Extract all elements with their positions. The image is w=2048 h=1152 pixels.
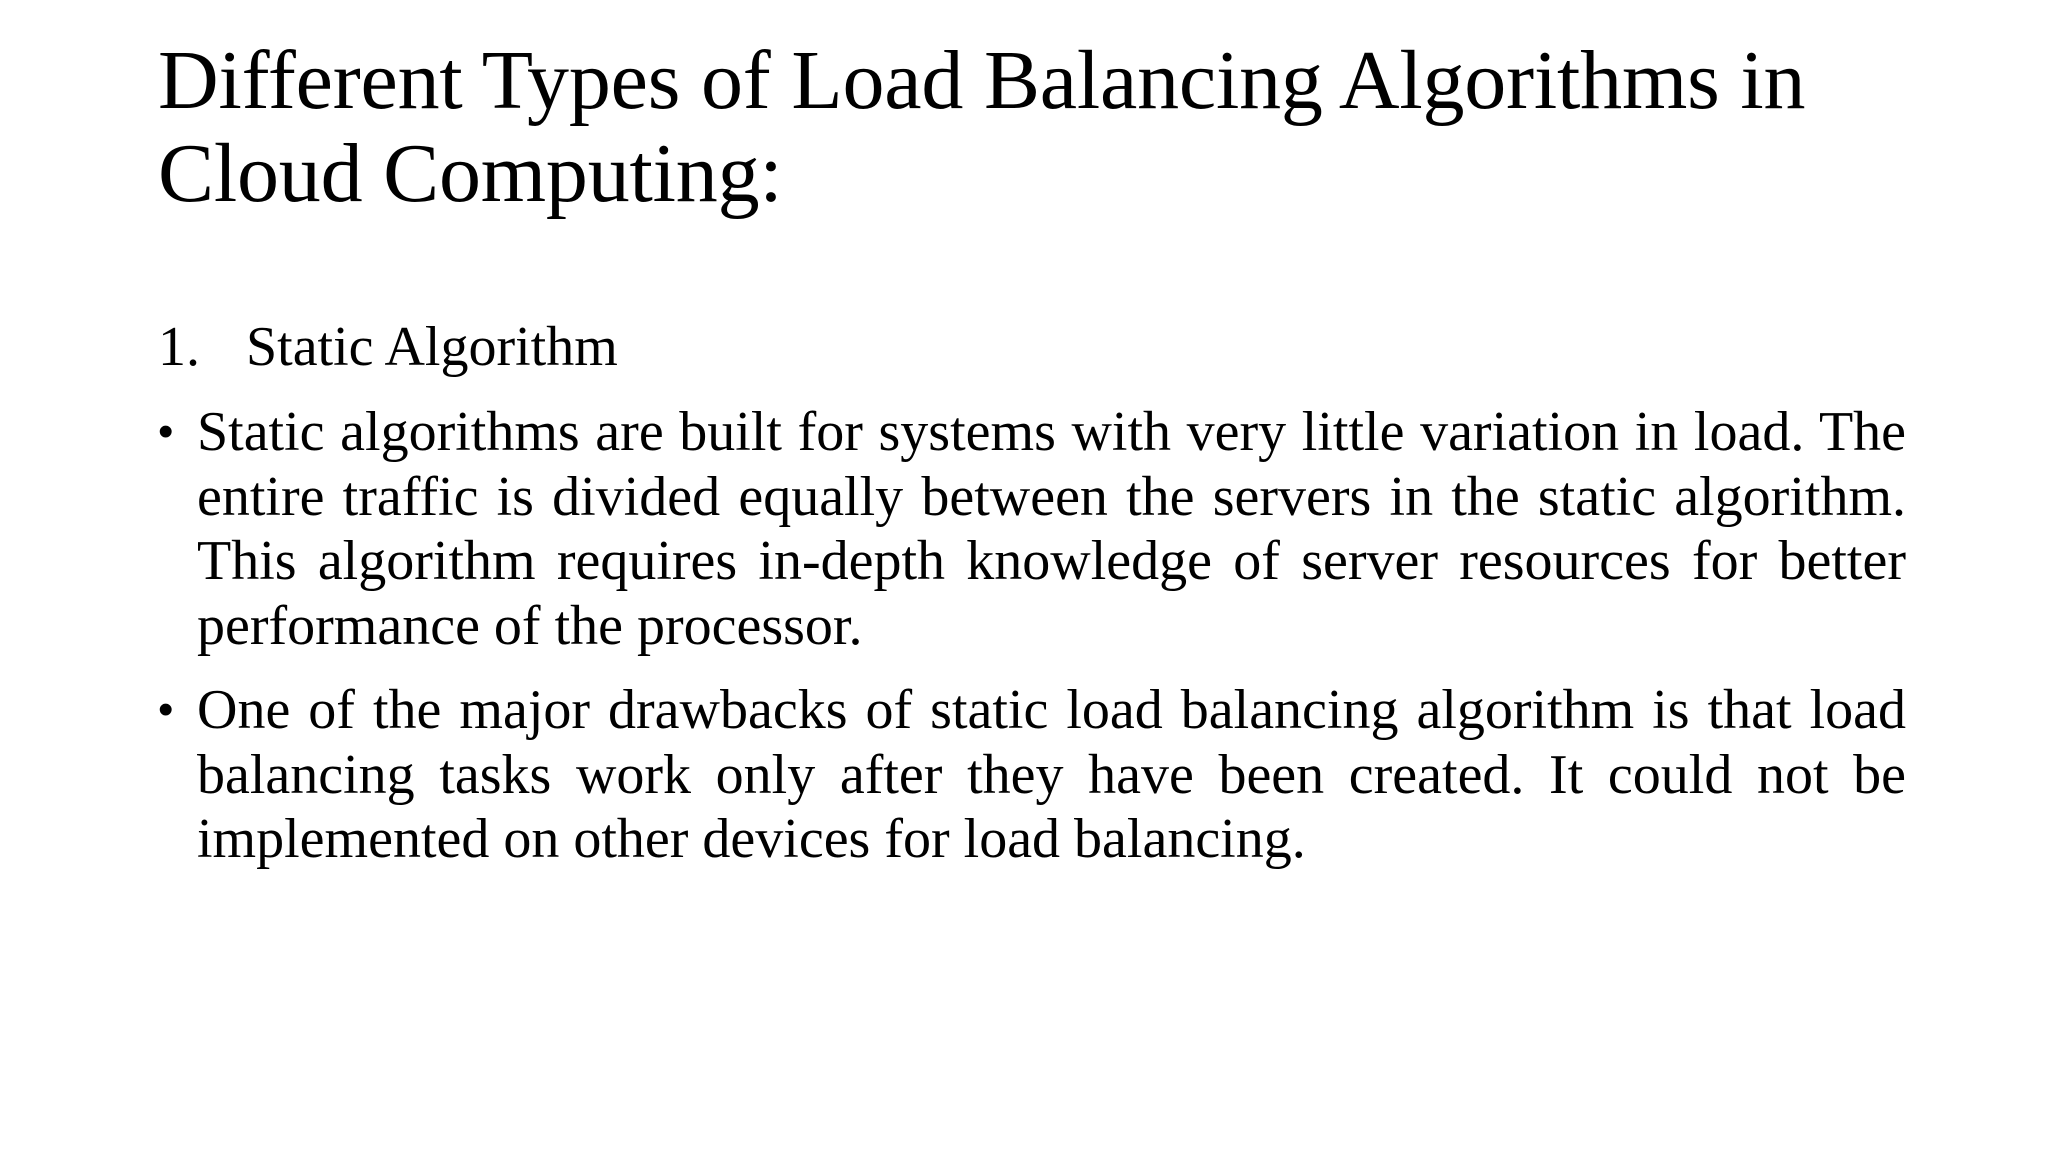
section-number: 1. [158, 316, 200, 378]
bullet-list [158, 400, 1906, 892]
bullet-item [158, 400, 1906, 658]
bullet-text: Static algorithms are built for systems with very little variation in load. The entire traffic is divided equally between the servers in the static algorithm. This algorithm requires in-depth knowledge of server resources for better performance of the processor. [197, 401, 1906, 657]
bullet-text: One of the major drawbacks of static load balancing algorithm is that load balancing tasks work only after they have been created. It could not be implemented on other devices for load balancing. [197, 679, 1906, 870]
section-heading [158, 312, 618, 382]
section-heading-text: Static Algorithm [246, 316, 618, 378]
slide-title: Different Types of Load Balancing Algorithms in Cloud Computing: [158, 34, 1806, 220]
bullet-icon: • [158, 685, 174, 734]
bullet-item [158, 678, 1906, 872]
bullet-icon: • [158, 407, 174, 456]
